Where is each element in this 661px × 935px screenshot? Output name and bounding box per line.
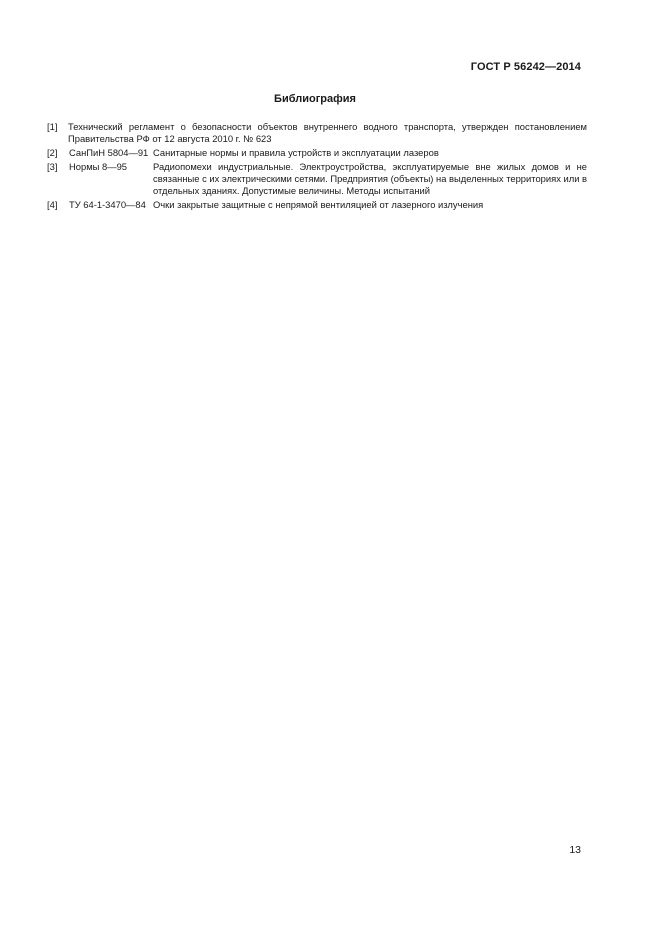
bibliography-entry-1 [47,121,587,146]
entry-code: ТУ 64-1-3470—84 [69,199,146,211]
standard-number-header: ГОСТ Р 56242—2014 [470,61,581,73]
bibliography-entry-2 [47,147,587,159]
entry-code: Нормы 8—95 [69,160,128,172]
entry-text: Очки закрытые защитные с непрямой вентиляцией от лазерного излучения [153,199,484,211]
entry-number: [2] [47,147,58,159]
bibliography-list [47,121,587,213]
entry-text: Санитарные нормы и правила устройств и эксплуатации лазеров [153,147,439,159]
bibliography-entry-3 [47,161,587,198]
entry-code: СанПиН 5804—91 [69,147,149,159]
entry-number: [4] [47,199,58,211]
entry-number: [1] [47,121,58,132]
entry-text: Технический регламент о безопасности объектов внутреннего водного транспорта, утвержден постановлением Правительства РФ от 12 августа 2010 г. № 623 [68,121,587,145]
page-number: 13 [569,844,581,856]
entry-text: Радиопомехи индустриальные. Электроустройства, эксплуатируемые вне жилых домов и не связанные с их электрическими сетями. Предприятия (объекты) на выделенных территориях или в отдельных зданиях. Допустимые величины. Методы испытаний [153,160,588,197]
bibliography-entry-4 [47,199,587,211]
entry-number: [3] [47,160,58,172]
section-title: Библиография [274,93,356,105]
